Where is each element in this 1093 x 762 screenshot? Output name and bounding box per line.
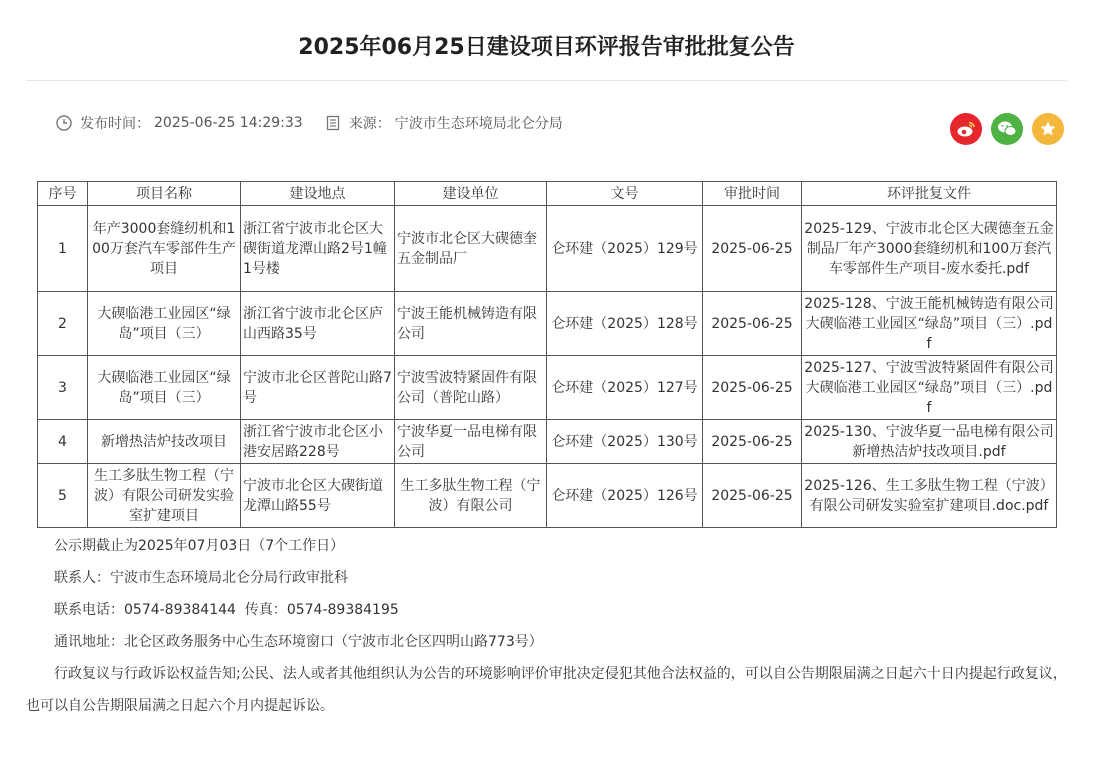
cell-file-link[interactable]: 2025-129、宁波市北仑区大碶德奎五金制品厂年产3000套缝纫机和100万套汽车零部件生产项目-废水委托.pdf [802, 206, 1057, 292]
table-row [38, 292, 1057, 356]
cell-doc: 仑环建（2025）130号 [547, 420, 703, 464]
cell-no: 2 [38, 292, 88, 356]
rights-text: 行政复议与行政诉讼权益告知;公民、法人或者其他组织认为公告的环境影响评价审批决定侵犯其他合法权益的，可以自公告期限届满之日起六十日内提起行政复议，也可以自公告期限届满之日起六个月内提起诉讼。 [26, 666, 1067, 714]
source-value: 宁波市生态环境局北仑分局 [394, 116, 563, 132]
title-divider [26, 80, 1067, 81]
cell-unit: 生工多肽生物工程（宁波）有限公司 [395, 464, 547, 528]
source [325, 113, 563, 133]
cell-unit: 宁波华夏一品电梯有限公司 [395, 420, 547, 464]
cell-name: 生工多肽生物工程（宁波）有限公司研发实验室扩建项目 [88, 464, 241, 528]
column-header-no: 序号 [38, 182, 88, 206]
favorite-button[interactable] [1032, 113, 1064, 145]
cell-location: 宁波市北仑区普陀山路7号 [241, 356, 395, 420]
cell-file-link[interactable]: 2025-128、宁波王能机械铸造有限公司大碶临港工业园区“绿岛”项目（三）.pdf [802, 292, 1057, 356]
cell-location: 宁波市北仑区大碶街道龙潭山路55号 [241, 464, 395, 528]
cell-doc: 仑环建（2025）128号 [547, 292, 703, 356]
column-header-location: 建设地点 [241, 182, 395, 206]
cell-doc: 仑环建（2025）126号 [547, 464, 703, 528]
source-label: 来源： [348, 116, 391, 132]
table-row [38, 420, 1057, 464]
document-icon [325, 115, 341, 131]
column-header-date: 审批时间 [703, 182, 802, 206]
share-wechat-button[interactable] [991, 113, 1023, 145]
column-header-name: 项目名称 [88, 182, 241, 206]
cell-unit: 宁波王能机械铸造有限公司 [395, 292, 547, 356]
cell-no: 1 [38, 206, 88, 292]
article-meta [56, 112, 585, 134]
cell-date: 2025-06-25 [703, 420, 802, 464]
publish-time [56, 113, 303, 133]
publish-time-label: 发布时间： [80, 116, 150, 132]
cell-doc: 仑环建（2025）127号 [547, 356, 703, 420]
cell-location: 浙江省宁波市北仑区大碶街道龙潭山路2号1幢1号楼 [241, 206, 395, 292]
favorite-icon [1039, 120, 1057, 138]
cell-date: 2025-06-25 [703, 292, 802, 356]
clock-icon [56, 115, 72, 131]
cell-date: 2025-06-25 [703, 356, 802, 420]
share-bar [941, 113, 1064, 145]
phone-text: 联系电话：0574-89384144 传真：0574-89384195 [54, 602, 399, 618]
cell-no: 4 [38, 420, 88, 464]
address-text: 通讯地址：北仑区政务服务中心生态环境窗口（宁波市北仑区四明山路773号） [54, 634, 543, 650]
notice-notes [26, 536, 1067, 722]
table-header-row [38, 182, 1057, 206]
column-header-doc: 文号 [547, 182, 703, 206]
share-weibo-button[interactable] [950, 113, 982, 145]
cell-name: 新增热洁炉技改项目 [88, 420, 241, 464]
cell-name: 年产3000套缝纫机和100万套汽车零部件生产项目 [88, 206, 241, 292]
cell-no: 3 [38, 356, 88, 420]
cell-date: 2025-06-25 [703, 464, 802, 528]
page-title: 2025年06月25日建设项目环评报告审批批复公告 [298, 35, 795, 60]
publish-time-value: 2025-06-25 14:29:33 [154, 115, 303, 131]
column-header-file: 环评批复文件 [802, 182, 1057, 206]
table-row [38, 464, 1057, 528]
cell-unit: 宁波市北仑区大碶德奎五金制品厂 [395, 206, 547, 292]
wechat-icon [997, 120, 1017, 138]
cell-name: 大碶临港工业园区“绿岛”项目（三） [88, 292, 241, 356]
contact-text: 联系人：宁波市生态环境局北仑分局行政审批科 [54, 570, 348, 586]
table-row [38, 206, 1057, 292]
cell-location: 浙江省宁波市北仑区小港安居路228号 [241, 420, 395, 464]
cell-name: 大碶临港工业园区“绿岛”项目（三） [88, 356, 241, 420]
cell-date: 2025-06-25 [703, 206, 802, 292]
cell-no: 5 [38, 464, 88, 528]
column-header-unit: 建设单位 [395, 182, 547, 206]
cell-unit: 宁波雪波特紧固件有限公司（普陀山路） [395, 356, 547, 420]
cell-file-link[interactable]: 2025-126、生工多肽生物工程（宁波）有限公司研发实验室扩建项目.doc.pdf [802, 464, 1057, 528]
cell-location: 浙江省宁波市北仑区庐山西路35号 [241, 292, 395, 356]
cell-file-link[interactable]: 2025-130、宁波华夏一品电梯有限公司新增热洁炉技改项目.pdf [802, 420, 1057, 464]
cell-file-link[interactable]: 2025-127、宁波雪波特紧固件有限公司大碶临港工业园区“绿岛”项目（三）.pdf [802, 356, 1057, 420]
deadline-text: 公示期截止为2025年07月03日（7个工作日） [54, 538, 345, 554]
cell-doc: 仑环建（2025）129号 [547, 206, 703, 292]
table-row [38, 356, 1057, 420]
approval-table [37, 181, 1057, 528]
weibo-icon [956, 120, 976, 138]
